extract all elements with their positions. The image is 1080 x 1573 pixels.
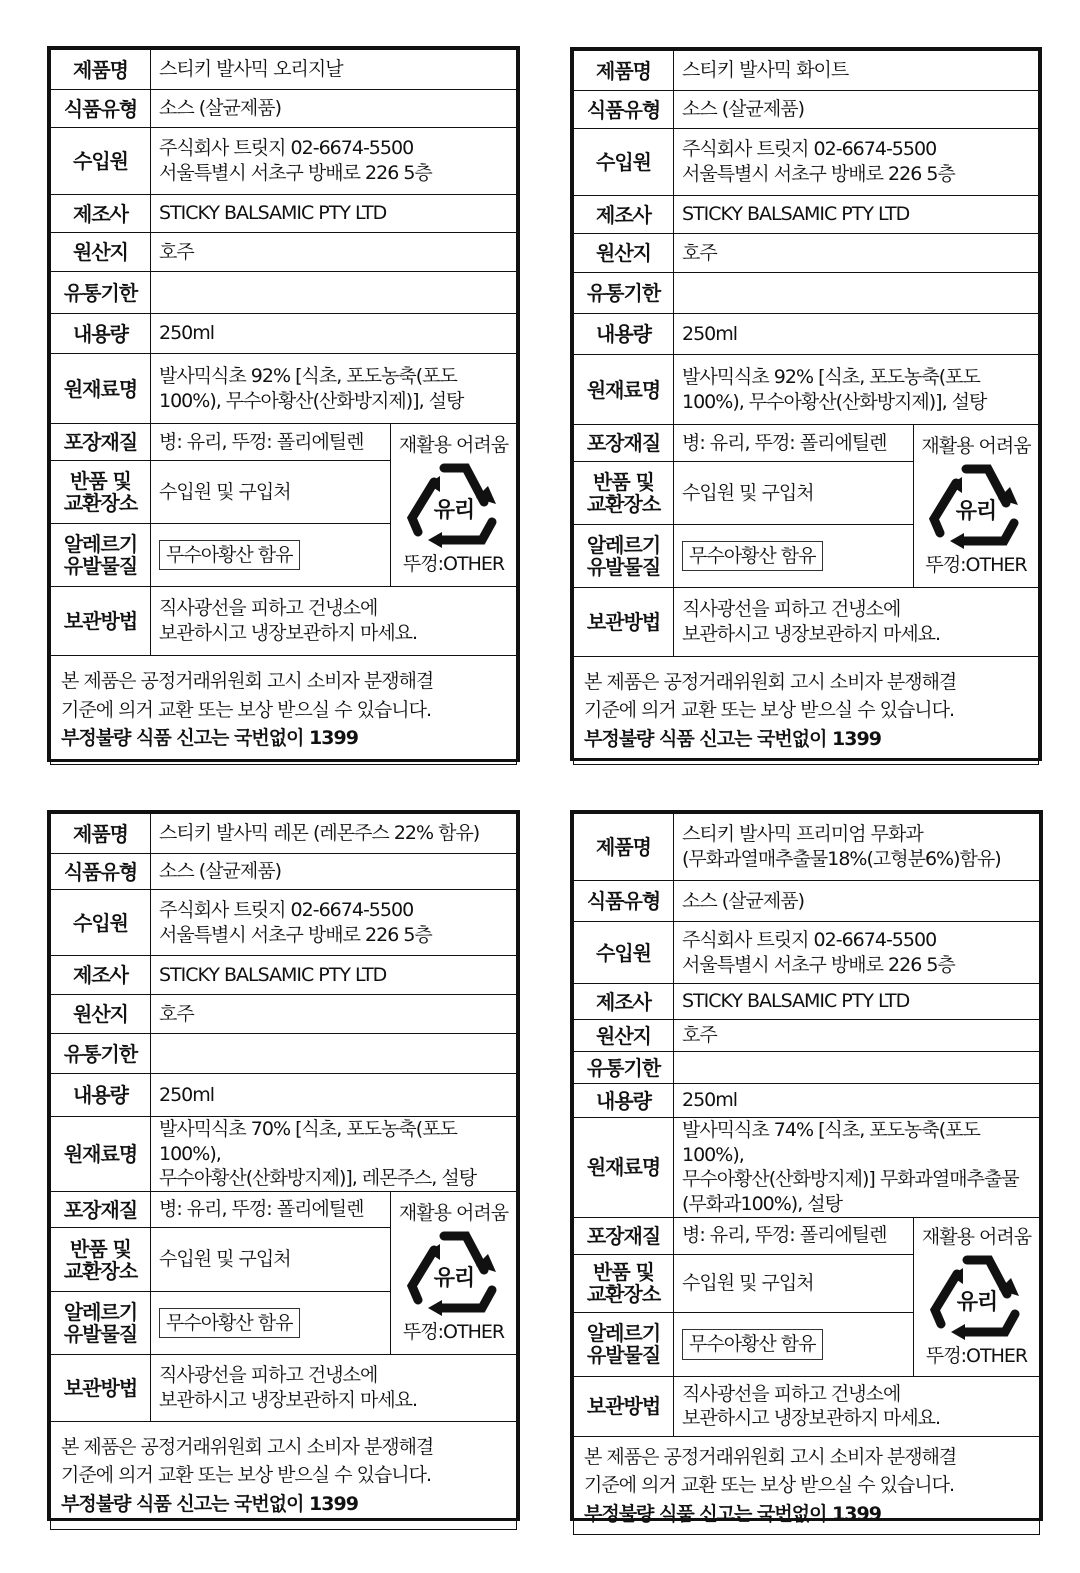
row-maker xyxy=(574,984,1040,1020)
ingredients-label: 원재료명 xyxy=(51,354,151,424)
row-storage xyxy=(574,588,1039,657)
svg-text:유리: 유리 xyxy=(956,1289,997,1315)
name-value: 스티키 발사믹 레몬 (레몬주스 22% 함유) xyxy=(151,814,517,854)
storage-label: 보관방법 xyxy=(51,587,151,656)
recycle-header: 재활용 어려움 xyxy=(921,1226,1032,1249)
type-label: 식품유형 xyxy=(51,90,151,128)
row-importer xyxy=(574,922,1040,984)
origin-value: 호주 xyxy=(151,233,517,272)
storage-label: 보관방법 xyxy=(574,588,674,657)
storage-value: 직사광선을 피하고 건냉소에 보관하시고 냉장보관하지 마세요. xyxy=(674,1376,1040,1436)
packaging-label: 포장재질 xyxy=(51,1192,151,1228)
report-notice: 부정불량 식품 신고는 국번없이 1399 xyxy=(584,727,881,750)
allergy-label: 알레르기 유발물질 xyxy=(51,524,151,587)
row-name xyxy=(51,814,517,854)
storage-label: 보관방법 xyxy=(574,1376,674,1436)
row-expiry xyxy=(51,1034,517,1074)
row-origin xyxy=(574,1020,1040,1052)
packaging-label: 포장재질 xyxy=(51,424,151,461)
recycle-cap: 뚜껑:OTHER xyxy=(925,554,1027,576)
recycle-header: 재활용 어려움 xyxy=(398,1202,509,1225)
expiry-label: 유통기한 xyxy=(51,1034,151,1074)
maker-value: STICKY BALSAMIC PTY LTD xyxy=(674,984,1040,1020)
importer-value: 주식회사 트릿지 02-6674-5500 서울특별시 서초구 방배로 226 5층 xyxy=(674,922,1040,984)
allergy-value: 무수아황산 함유 xyxy=(682,1329,823,1360)
importer-value: 주식회사 트릿지 02-6674-5500 서울특별시 서초구 방배로 226 5층 xyxy=(151,890,517,956)
dispute-notice: 본 제품은 공정거래위원회 고시 소비자 분쟁해결 기준에 의거 교환 또는 보상 받으실 수 있습니다. xyxy=(584,1445,957,1497)
returns-label: 반품 및 교환장소 xyxy=(574,462,674,525)
origin-label: 원산지 xyxy=(574,1020,674,1052)
row-storage xyxy=(574,1376,1040,1436)
name-label: 제품명 xyxy=(51,50,151,90)
origin-value: 호주 xyxy=(674,1020,1040,1052)
storage-value: 직사광선을 피하고 건냉소에 보관하시고 냉장보관하지 마세요. xyxy=(151,587,517,656)
maker-value: STICKY BALSAMIC PTY LTD xyxy=(674,196,1039,234)
type-value: 소스 (살균제품) xyxy=(674,881,1040,922)
name-value: 스티키 발사믹 화이트 xyxy=(674,51,1039,91)
recycle-triangle-icon xyxy=(926,463,1026,549)
importer-label: 수입원 xyxy=(51,128,151,195)
allergy-value: 무수아황산 함유 xyxy=(159,540,300,571)
row-ingredients xyxy=(574,355,1039,425)
row-maker xyxy=(51,195,517,233)
row-volume xyxy=(574,314,1039,355)
report-notice: 부정불량 식품 신고는 국번없이 1399 xyxy=(61,1492,358,1515)
row-volume xyxy=(51,1074,517,1117)
type-label: 식품유형 xyxy=(574,91,674,129)
name-label: 제품명 xyxy=(574,814,674,881)
product-label xyxy=(570,810,1043,1525)
volume-value: 250ml xyxy=(151,1074,517,1117)
recycle-triangle-icon xyxy=(404,1230,504,1316)
type-label: 식품유형 xyxy=(574,881,674,922)
ingredients-value: 발사믹식초 74% [식초, 포도농축(포도100%), 무수아황산(산화방지제)] 무화과열매추출물 (무화과100%), 설탕 xyxy=(674,1118,1040,1218)
row-type xyxy=(574,881,1040,922)
row-footer xyxy=(574,1436,1040,1535)
allergy-label: 알레르기 유발물질 xyxy=(574,1312,674,1376)
packaging-value: 병: 유리, 뚜껑: 폴리에틸렌 xyxy=(151,424,391,461)
type-value: 소스 (살균제품) xyxy=(151,854,517,890)
row-expiry xyxy=(51,272,517,314)
row-storage xyxy=(51,587,517,656)
type-label: 식품유형 xyxy=(51,854,151,890)
row-packaging xyxy=(51,424,517,461)
row-maker xyxy=(51,956,517,995)
expiry-label: 유통기한 xyxy=(574,1052,674,1084)
origin-label: 원산지 xyxy=(51,233,151,272)
storage-value: 직사광선을 피하고 건냉소에 보관하시고 냉장보관하지 마세요. xyxy=(674,588,1039,657)
ingredients-value: 발사믹식초 70% [식초, 포도농축(포도 100%), 무수아황산(산화방지제)], 레몬주스, 설탕 xyxy=(151,1117,517,1192)
row-footer xyxy=(51,656,517,765)
row-ingredients xyxy=(51,1117,517,1192)
maker-label: 제조사 xyxy=(574,984,674,1020)
row-name xyxy=(51,50,517,90)
maker-label: 제조사 xyxy=(574,196,674,234)
row-volume xyxy=(51,314,517,354)
row-origin xyxy=(51,995,517,1034)
name-value: 스티키 발사믹 프리미엄 무화과 (무화과열매추출물18%(고형분6%)함유) xyxy=(674,814,1040,881)
recycle-mark xyxy=(914,1217,1040,1376)
returns-value: 수입원 및 구입처 xyxy=(674,462,914,525)
importer-label: 수입원 xyxy=(574,922,674,984)
name-label: 제품명 xyxy=(51,814,151,854)
allergy-value: 무수아황산 함유 xyxy=(682,541,823,572)
row-name xyxy=(574,814,1040,881)
maker-value: STICKY BALSAMIC PTY LTD xyxy=(151,195,517,233)
recycle-mark xyxy=(391,424,517,587)
type-value: 소스 (살균제품) xyxy=(674,91,1039,129)
packaging-label: 포장재질 xyxy=(574,425,674,462)
ingredients-value: 발사믹식초 92% [식초, 포도농축(포도 100%), 무수아황산(산화방지제)], 설탕 xyxy=(151,354,517,424)
ingredients-label: 원재료명 xyxy=(574,355,674,425)
row-packaging xyxy=(574,1217,1040,1254)
row-importer xyxy=(574,129,1039,196)
recycle-header: 재활용 어려움 xyxy=(398,434,509,457)
product-label xyxy=(570,47,1042,761)
packaging-value: 병: 유리, 뚜껑: 폴리에틸렌 xyxy=(674,1217,914,1254)
volume-value: 250ml xyxy=(151,314,517,354)
row-importer xyxy=(51,890,517,956)
importer-value: 주식회사 트릿지 02-6674-5500 서울특별시 서초구 방배로 226 5층 xyxy=(674,129,1039,196)
maker-value: STICKY BALSAMIC PTY LTD xyxy=(151,956,517,995)
dispute-notice: 본 제품은 공정거래위원회 고시 소비자 분쟁해결 기준에 의거 교환 또는 보상 받으실 수 있습니다. xyxy=(61,1435,434,1487)
ingredients-label: 원재료명 xyxy=(574,1118,674,1218)
recycle-mark xyxy=(914,425,1039,588)
volume-label: 내용량 xyxy=(51,314,151,354)
returns-value: 수입원 및 구입처 xyxy=(151,461,391,524)
returns-label: 반품 및 교환장소 xyxy=(574,1254,674,1312)
returns-label: 반품 및 교환장소 xyxy=(51,1228,151,1292)
storage-value: 직사광선을 피하고 건냉소에 보관하시고 냉장보관하지 마세요. xyxy=(151,1355,517,1422)
allergy-label: 알레르기 유발물질 xyxy=(51,1292,151,1355)
importer-label: 수입원 xyxy=(574,129,674,196)
volume-value: 250ml xyxy=(674,1084,1040,1118)
row-footer xyxy=(51,1422,517,1530)
importer-label: 수입원 xyxy=(51,890,151,956)
origin-value: 호주 xyxy=(674,234,1039,273)
row-type xyxy=(51,854,517,890)
row-packaging xyxy=(51,1192,517,1228)
allergy-label: 알레르기 유발물질 xyxy=(574,525,674,588)
origin-label: 원산지 xyxy=(574,234,674,273)
expiry-value xyxy=(674,1052,1040,1084)
volume-label: 내용량 xyxy=(574,1084,674,1118)
report-notice: 부정불량 식품 신고는 국번없이 1399 xyxy=(584,1502,881,1525)
row-type xyxy=(51,90,517,128)
expiry-value xyxy=(151,272,517,314)
report-notice: 부정불량 식품 신고는 국번없이 1399 xyxy=(61,727,358,750)
expiry-value xyxy=(674,273,1039,314)
maker-label: 제조사 xyxy=(51,956,151,995)
row-storage xyxy=(51,1355,517,1422)
returns-value: 수입원 및 구입처 xyxy=(674,1254,914,1312)
recycle-header: 재활용 어려움 xyxy=(921,435,1031,458)
storage-label: 보관방법 xyxy=(51,1355,151,1422)
expiry-label: 유통기한 xyxy=(574,273,674,314)
recycle-triangle-icon xyxy=(404,462,504,548)
svg-text:유리: 유리 xyxy=(433,1266,474,1292)
row-expiry xyxy=(574,1052,1040,1084)
volume-value: 250ml xyxy=(674,314,1039,355)
row-expiry xyxy=(574,273,1039,314)
row-footer xyxy=(574,657,1039,765)
volume-label: 내용량 xyxy=(574,314,674,355)
recycle-cap: 뚜껑:OTHER xyxy=(402,1321,505,1344)
expiry-value xyxy=(151,1034,517,1074)
row-packaging xyxy=(574,425,1039,462)
product-label xyxy=(47,46,520,762)
row-maker xyxy=(574,196,1039,234)
origin-value: 호주 xyxy=(151,995,517,1034)
dispute-notice: 본 제품은 공정거래위원회 고시 소비자 분쟁해결 기준에 의거 교환 또는 보상 받으실 수 있습니다. xyxy=(584,670,957,722)
ingredients-value: 발사믹식초 92% [식초, 포도농축(포도 100%), 무수아황산(산화방지제)], 설탕 xyxy=(674,355,1039,425)
svg-text:유리: 유리 xyxy=(955,499,997,524)
recycle-cap: 뚜껑:OTHER xyxy=(925,1344,1028,1367)
type-value: 소스 (살균제품) xyxy=(151,90,517,128)
expiry-label: 유통기한 xyxy=(51,272,151,314)
row-importer xyxy=(51,128,517,195)
row-volume xyxy=(574,1084,1040,1118)
returns-value: 수입원 및 구입처 xyxy=(151,1228,391,1292)
allergy-value: 무수아황산 함유 xyxy=(159,1308,300,1339)
ingredients-label: 원재료명 xyxy=(51,1117,151,1192)
dispute-notice: 본 제품은 공정거래위원회 고시 소비자 분쟁해결 기준에 의거 교환 또는 보상 받으실 수 있습니다. xyxy=(61,670,434,721)
packaging-value: 병: 유리, 뚜껑: 폴리에틸렌 xyxy=(674,425,914,462)
origin-label: 원산지 xyxy=(51,995,151,1034)
svg-text:유리: 유리 xyxy=(433,498,474,523)
row-ingredients xyxy=(574,1118,1040,1218)
name-value: 스티키 발사믹 오리지날 xyxy=(151,50,517,90)
row-ingredients xyxy=(51,354,517,424)
returns-label: 반품 및 교환장소 xyxy=(51,461,151,524)
importer-value: 주식회사 트릿지 02-6674-5500 서울특별시 서초구 방배로 226 5층 xyxy=(151,128,517,195)
product-label xyxy=(47,810,520,1521)
packaging-label: 포장재질 xyxy=(574,1217,674,1254)
recycle-triangle-icon xyxy=(927,1254,1027,1340)
row-origin xyxy=(51,233,517,272)
volume-label: 내용량 xyxy=(51,1074,151,1117)
row-name xyxy=(574,51,1039,91)
row-type xyxy=(574,91,1039,129)
packaging-value: 병: 유리, 뚜껑: 폴리에틸렌 xyxy=(151,1192,391,1228)
maker-label: 제조사 xyxy=(51,195,151,233)
recycle-mark xyxy=(391,1192,517,1355)
recycle-cap: 뚜껑:OTHER xyxy=(402,553,505,575)
row-origin xyxy=(574,234,1039,273)
name-label: 제품명 xyxy=(574,51,674,91)
